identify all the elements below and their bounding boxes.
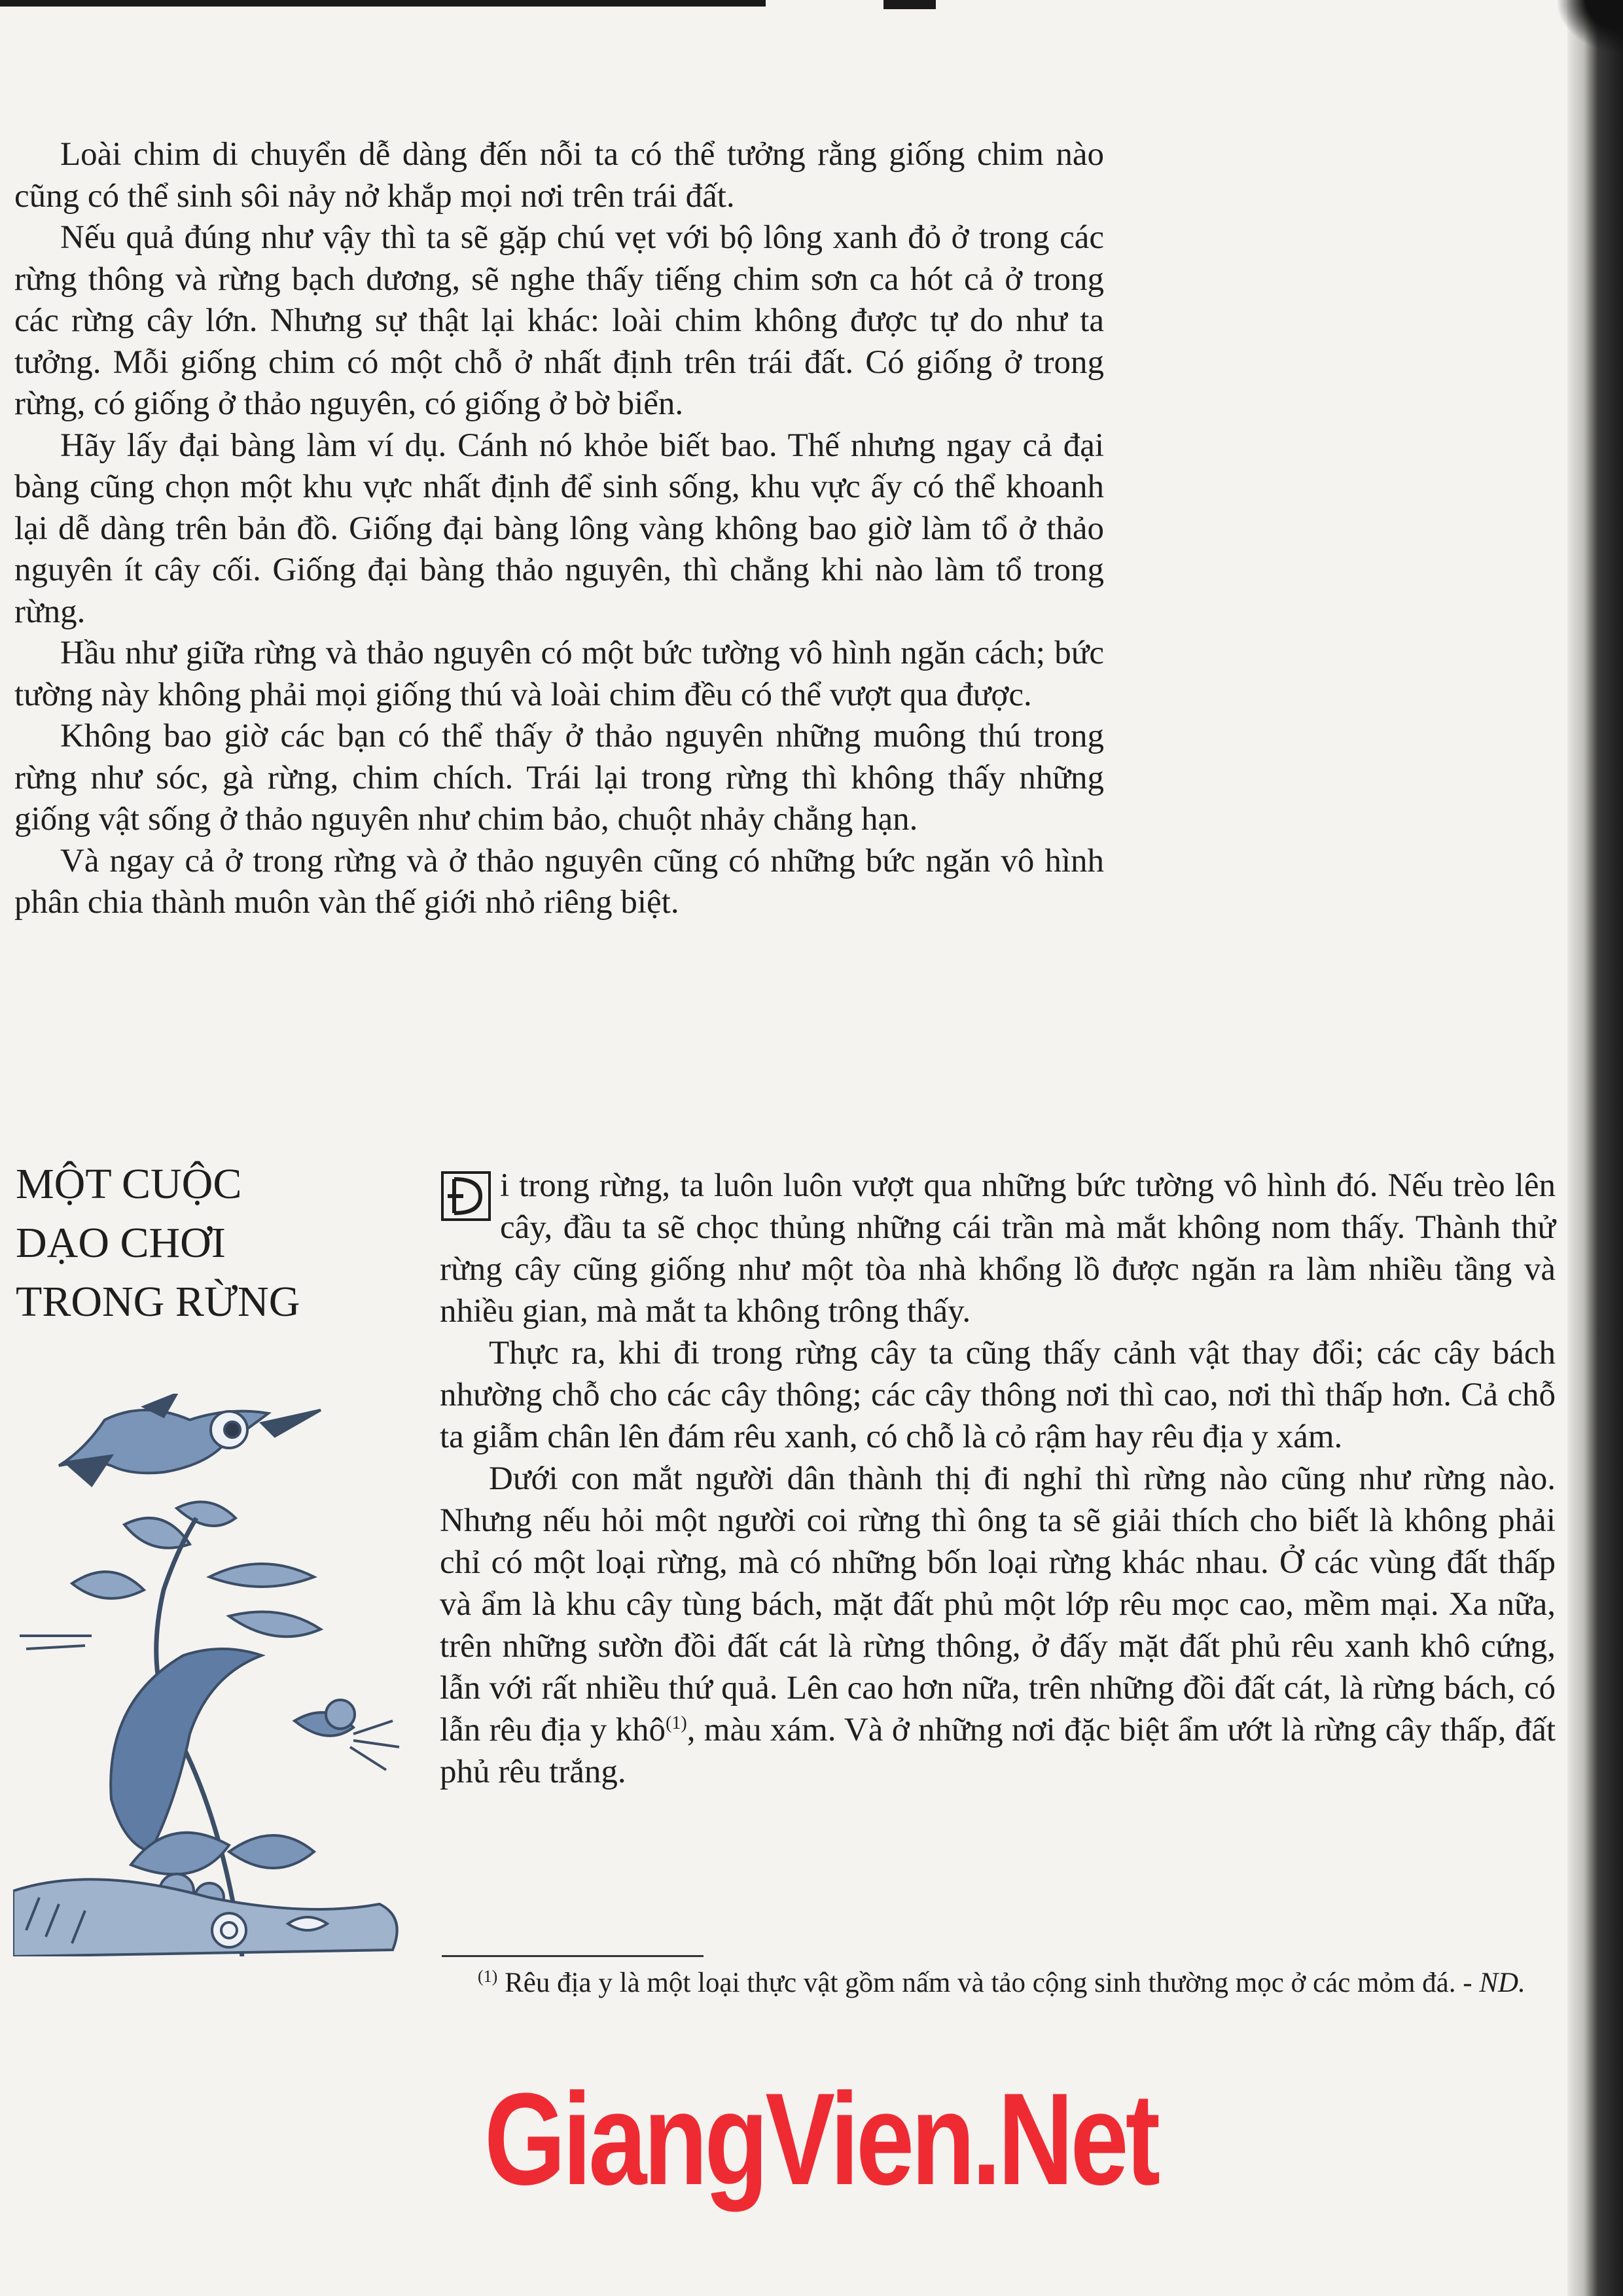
section-title-line: MỘT CUỘC <box>16 1160 242 1208</box>
watermark: GiangVien.Net <box>484 2066 1158 2212</box>
section-paragraph <box>440 1458 1556 1793</box>
footnote-mark: (1) <box>478 1966 498 1986</box>
forest-bird-illustration <box>13 1394 406 1956</box>
section-paragraph: Thực ra, khi đi trong rừng cây ta cũng thấy cảnh vật thay đổi; các cây bách nhường chỗ cho các cây thông; các cây thông nơi thì cao, nơi thì thấp hơn. Cả chỗ ta giẫm chân lên đám rêu xanh, có chỗ là cỏ rậm hay rêu địa y xám. <box>440 1335 1556 1455</box>
section-body <box>440 1165 1556 1793</box>
intro-paragraph: Nếu quả đúng như vậy thì ta sẽ gặp chú vẹt với bộ lông xanh đỏ ở trong các rừng thông và rừng bạch dương, sẽ nghe thấy tiếng chim sơn ca hót cả ở trong các rừng cây lớn. Nhưng sự thật lại khác: loài chim không được tự do như ta tưởng. Mỗi giống chim có một chỗ ở nhất định trên trái đất. Có giống ở trong rừng, có giống ở thảo nguyên, có giống ở bờ biển. <box>14 219 1104 422</box>
intro-paragraph: Không bao giờ các bạn có thể thấy ở thảo nguyên những muông thú trong rừng như sóc, gà rừng, chim chích. Trái lại trong rừng thì không thấy những giống vật sống ở thảo nguyên như chim bảo, chuột nhảy chẳng hạn. <box>14 718 1104 838</box>
intro-paragraph: Loài chim di chuyển dễ dàng đến nỗi ta có thể tưởng rằng giống chim nào cũng có thể sinh sôi nảy nở khắp mọi nơi trên trái đất. <box>14 136 1104 215</box>
section-paragraph-text: , màu xám. Và ở những nơi đặc biệt ẩm ướt là rừng cây thấp, đất phủ rêu trắng. <box>440 1712 1556 1790</box>
intro-paragraph: Hãy lấy đại bàng làm ví dụ. Cánh nó khỏe biết bao. Thế nhưng ngay cả đại bàng cũng chọn một khu vực nhất định để sinh sống, khu vực ấy có thể khoanh lại dễ dàng trên bản đồ. Giống đại bàng lông vàng không bao giờ làm tổ ở thảo nguyên ít cây cối. Giống đại bàng thảo nguyên, thì chẳng khi nào làm tổ trong rừng. <box>14 427 1104 630</box>
footnote <box>432 1963 1548 2004</box>
book-corner-shadow <box>1558 0 1623 52</box>
scan-edge-top <box>0 0 766 7</box>
intro-paragraph: Và ngay cả ở trong rừng và ở thảo nguyên cũng có những bức ngăn vô hình phân chia thành muôn vàn thế giới nhỏ riêng biệt. <box>14 842 1104 921</box>
section-title <box>16 1155 382 1332</box>
section-paragraph-text: Dưới con mắt người dân thành thị đi nghỉ thì rừng nào cũng như rừng nào. Nhưng nếu hỏi một người coi rừng thì ông ta sẽ giải thích cho biết là không phải chỉ có một loại rừng, mà có những bốn loại rừng khác nhau. Ở các vùng đất thấp và ẩm là khu cây tùng bách, mặt đất phủ một lớp rêu mọc cao, mềm mại. Xa nữa, trên những sườn đồi đất cát là rừng thông, ở đấy mặt đất phủ rêu xanh khô cứng, lẫn với rất nhiều thứ quả. Lên cao hơn nữa, trên những đồi đất cát, là rừng bách, có lẫn rêu địa y khô <box>440 1460 1556 1748</box>
book-spine-shadow <box>1567 0 1623 2296</box>
intro-text <box>14 134 1104 924</box>
section-paragraph <box>440 1165 1556 1332</box>
section-title-line: TRONG RỪNG <box>16 1278 300 1326</box>
translator-note: ND. <box>1479 1968 1525 1998</box>
footnote-text: Rêu địa y là một loại thực vật gồm nấm và tảo cộng sinh thường mọc ở các mỏm đá. - <box>497 1968 1480 1998</box>
dropcap-d <box>440 1170 492 1222</box>
footnote-reference: (1) <box>666 1713 687 1733</box>
intro-paragraph: Hầu như giữa rừng và thảo nguyên có một bức tường vô hình ngăn cách; bức tường này không phải mọi giống thú và loài chim đều có thể vượt qua được. <box>14 635 1104 713</box>
scan-mark-top <box>883 0 936 9</box>
section-paragraph-text: i trong rừng, ta luôn luôn vượt qua những bức tường vô hình đó. Nếu trèo lên cây, đầu ta sẽ chọc thủng những cái trần mà mắt không nom thấy. Thành thử rừng cây cũng giống như một tòa nhà khổng lồ được ngăn ra làm nhiều tầng và nhiều gian, mà mắt ta không trông thấy. <box>440 1167 1556 1330</box>
footnote-divider <box>442 1955 704 1957</box>
section-title-line: DẠO CHƠI <box>16 1219 226 1267</box>
